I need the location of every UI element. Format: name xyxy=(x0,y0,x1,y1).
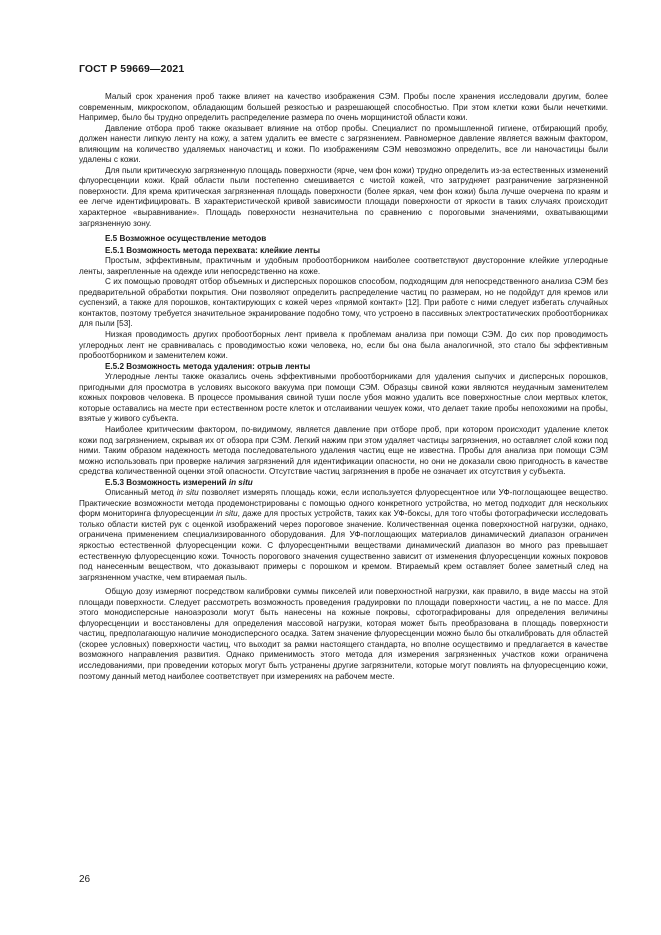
paragraph-in-situ-method xyxy=(79,488,608,583)
p9-italic-1: in situ xyxy=(176,488,199,498)
heading-e5-3-italic: in situ xyxy=(228,477,253,487)
paragraph-storage-time: Малый срок хранения проб также влияет на качество изображения СЭМ. Пробы после хранения исследовали другим, более современным, микроскопом, обладающим большей резкостью и разрешающей способностью. При этом клетки кожи были нечеткими. Например, было бы трудно определить распределение размера по очень морщинистой области кожи. xyxy=(79,92,608,123)
p9-part-c: , даже для простых устройств, таких как УФ-боксы, для того чтобы фотографически исследовать только области кистей рук с оценкой изображений через пороговое значение. Количественная оценка поверхностной нагрузки, однако, ограничена применением специализированного оборудования. Для УФ-поглощающих материалов динамический диапазон ограничен яркостью естественной флуоресценции кожи. С флуоресцентными веществами динамический диапазон во много раз превышает естественную флуоресценцию кожи. Точность порогового значения существенно зависит от изменения флуоресценции кожных покровов под нанесенным веществом, что доказывают примеры с порошком и кремом. Втираемый крем оставляет более заметный след на загрязненном участке, чем втираемая пыль. xyxy=(79,509,608,582)
paragraph-conductivity: Низкая проводимость других пробоотборных лент привела к проблемам анализа при помощи СЭМ. До сих пор проводимость углеродных лент не сравнивалась с проводимостью кожи человека, но, если бы она была аналогичной, это стало бы эффективным пробоотборником и заменителем кожи. xyxy=(79,330,608,361)
heading-e5-2: Е.5.2 Возможность метода удаления: отрыв ленты xyxy=(105,361,311,371)
document-body xyxy=(79,92,608,682)
heading-e5-1: Е.5.1 Возможность метода перехвата: клейкие ленты xyxy=(105,245,321,255)
paragraph-total-dose: Общую дозу измеряют посредством калибровки суммы пикселей или поверхностной нагрузки, как правило, в виде массы на этой площади поверхности. Следует рассмотреть возможность проведения градуировки по площади поверхности частиц, а не по массе. Для этого монодисперсные наноаэрозоли могут быть нанесены на кожные покровы, сфотографированы для определения величины флуоресценции и восстановлены для определения массовой нагрузки, которая может быть преобразована в площадь поверхности частиц, предполагающую наличие монодисперсного осадка. Затем значение флуоресценции можно было бы откалибровать для областей (скорее условных) поверхности частиц, что выходит за рамки настоящего стандарта, но вполне осуществимо и предлагается в качестве возможного направления развития. Однако применимость этого метода для измерения загрязненных участков кожи ограничена исследованиями, при проведении которых могут быть устранены другие загрязнители, которые могут повлиять на флуоресценцию кожи, поэтому данный метод наиболее соответствует при измерениях на рабочем месте. xyxy=(79,587,608,681)
heading-e5-3-text: Е.5.3 Возможность измерений xyxy=(105,477,229,487)
p9-part-a: Описанный метод xyxy=(105,488,177,498)
paragraph-adhesive-tapes: Простым, эффективным, практичным и удобным пробоотборником наиболее соответствуют двусторонние клейкие углеродные ленты, закрепленные на одежде или непосредственно на коже. xyxy=(79,256,608,276)
paragraph-sampling-pressure: Давление отбора проб также оказывает влияние на отбор пробы. Специалист по промышленной гигиене, отбирающий пробу, должен нанести липкую ленту на кожу, а затем удалить ее вместе с загрязнением. Равномерное давление является важным фактором, влияющим на количество удаляемых наночастиц и кожи. По изображениям СЭМ невозможно определить, все ли наночастицы были удалены с кожи. xyxy=(79,123,608,165)
paragraph-critical-factor: Наиболее критическим фактором, по-видимому, является давление при отборе проб, при котором происходит удаление клеток кожи под загрязнением, скрывая их от обзора при СЭМ. Легкий нажим при этом удаляет частицы загрязнения, но оставляет слой кожи под ними. Таким образом надежность метода последовательного удаления частиц еще не известна. Пробы для анализа при помощи СЭМ можно использовать при проверке наличия загрязнений для идентификации опасности, но они не доказали свою пригодность в качестве средства количественной оценки этой опасности. Отсутствие частиц загрязнения в пробе не означает их отсутствия у субъекта. xyxy=(79,424,608,477)
heading-e5: Е.5 Возможное осуществление методов xyxy=(105,234,267,244)
paragraph-powder-sampling: С их помощью проводят отбор объемных и дисперсных порошков способом, подходящим для непосредственного анализа СЭМ без предварительной обработки покрытия. Они позволяют определить распределение частиц по размерам, но не подойдут для кремов или суспензий, а также для порошков, контактирующих с кожей через «прямой контакт» [12]. При работе с ними следует избегать случайных контактов, поэтому требуется значительное экранирование подобно тому, что устроено в пассивных электростатических пробоотборниках для пыли [53]. xyxy=(79,277,608,329)
page-number: 26 xyxy=(79,874,91,885)
p9-part-b: позволяет измерять площадь кожи, если используется флуоресцентное или УФ-поглощающее вещество. Практические возможности метода продемонстрированы с помощью одного конкретного устройства, но метод подходит для нескольких форм мониторинга флуоресценции xyxy=(79,488,608,519)
heading-e5-3 xyxy=(79,478,608,489)
p9-italic-2: in situ xyxy=(216,509,238,519)
paragraph-carbon-tapes: Углеродные ленты также оказались очень эффективными пробоотборниками для удаления сыпучих и дисперсных порошков, пригодными для просмотра в условиях высокого вакуума при помощи СЭМ. Образцы свиной кожи являются неудачным заменителем кожных покровов человека. В процессе промывания свиной туши после убоя можно удалить все поверхностные слои мертвых клеток, которые оставались на месте при естественном росте клеток и отслаивании чешуек кожи, что делает такие пробы непохожими на пробы, взятые у живого субъекта. xyxy=(79,372,608,424)
standard-designation: ГОСТ Р 59669—2021 xyxy=(79,63,185,75)
paragraph-dust-surface: Для пыли критическую загрязненную площадь поверхности (ярче, чем фон кожи) трудно определить из-за естественных изменений флуоресценции кожи. Край области пыли постепенно смешивается с чистой кожей, что затрудняет разграничение загрязненной поверхности. Для крема критическая загрязненная площадь поверхности (более яркая, чем фон кожи) была лучше очерчена по краям и ее легче идентифицировать. В характеристической кривой зависимости площади поверхности от яркости в таких случаях происходит характерное «выравнивание». Площадь поверхности незначительна по сравнению с пороговыми значениями, охватывающими загрязненную зону. xyxy=(79,165,608,228)
